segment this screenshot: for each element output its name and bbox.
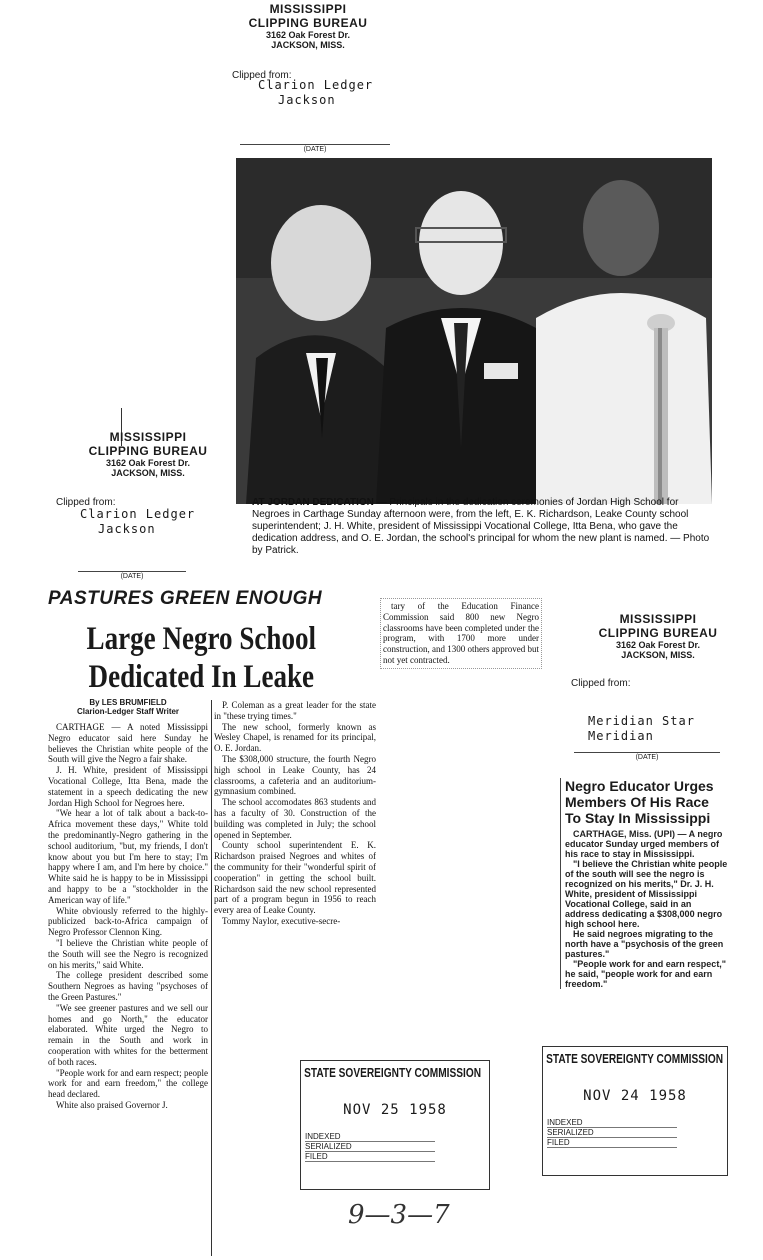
filed-label: FILED (547, 1138, 677, 1148)
caption-lead: AT JORDAN DEDICATION (252, 497, 374, 508)
article-kicker: PASTURES GREEN ENOUGH (48, 588, 323, 609)
commission-title: STATE SOVEREIGNTY COMMISSION (546, 1051, 724, 1066)
byline-title: Clarion-Ledger Staff Writer (76, 707, 180, 716)
clipping-stamp-right (578, 612, 738, 660)
stamp-line3: 3162 Oak Forest Dr. (615, 640, 701, 650)
clipping-stamp-left (68, 430, 228, 478)
stamp-line4: JACKSON, MISS. (111, 468, 185, 478)
commission-rows (301, 1132, 489, 1162)
clipped-paper-name: Meridian Star (588, 714, 695, 728)
upi-body (561, 829, 728, 989)
paragraph: "We hear a lot of talk about a back-to-Africa movement these days," White told the predominantly-Negro gathering in the school auditorium, "but, my friends, I don't know about you but I'm here to stay; I'm happy where I am, and I'm here by choice." White said he is happy to be in Mississippi and happy to be a "stockholder in the American way of life." (48, 808, 208, 905)
paragraph: He said negroes migrating to the north have a "psychosis of the green pastures." (565, 929, 724, 959)
caption-text: — Principals in the dedication ceremonies of Jordan High School for Negroes in Carthage Sunday afternoon were, from the left, E. K. Richardson, Leake County school superintendent; J. H. White, president of Mississippi Vocational College, Itta Bena, who gave the dedication address, and O. E. Jordan, the school's principal for whom the new plant is named. — Photo by Patrick. (252, 497, 710, 556)
paragraph: The $308,000 structure, the fourth Negro high school in Leake County, has 24 classrooms, a cafeteria and an auditorium-gymnasium combined. (214, 753, 376, 797)
article-column-1 (48, 722, 208, 1111)
upi-headline: Negro Educator Urges Members Of His Race To Stay In Mississippi (565, 778, 714, 826)
commission-title: STATE SOVEREIGNTY COMMISSION (304, 1065, 482, 1080)
paragraph: CARTHAGE, Miss. (UPI) — A negro educator Sunday urged members of his race to stay in Mississippi. (565, 829, 723, 859)
date-line: (DATE) (240, 144, 390, 153)
commission-date: NOV 25 1958 (343, 1102, 447, 1118)
serialized-label: SERIALIZED (305, 1142, 435, 1152)
date-line: (DATE) (574, 752, 720, 761)
stamp-line2: CLIPPING BUREAU (88, 444, 208, 458)
dedication-photo (236, 158, 712, 504)
paragraph: "I believe the Christian white people of the South will see the Negro is recognized on his merits," said White. (48, 937, 208, 970)
stamp-line2: CLIPPING BUREAU (248, 16, 368, 30)
paragraph: White obviously referred to the highly-publicized back-to-Africa campaign of Negro Professor Clennon King. (48, 905, 208, 938)
stamp-line1: MISSISSIPPI (619, 612, 697, 626)
stamp-line1: MISSISSIPPI (109, 430, 187, 444)
stamp-line4: JACKSON, MISS. (621, 650, 695, 660)
paragraph: "People work for and earn respect; people work for and earn freedom," the college head declared. (48, 1067, 208, 1100)
paragraph: "We see greener pastures and we sell our homes and go North," the educator elaborated. White urged the Negro to remain in the South and work in cooperation with whites for the betterment of both races. (48, 1002, 208, 1067)
paragraph: White also praised Governor J. (56, 1099, 168, 1110)
paragraph: "People work for and earn respect," he said, "people work for and earn freedom." (565, 959, 727, 989)
stamp-line4: JACKSON, MISS. (271, 40, 345, 50)
clipping-stamp-top (228, 2, 388, 50)
paragraph: CARTHAGE — A noted Mississippi Negro educator said here Sunday he believes the Christian white people of the South will give the Negro a fair shake. (48, 722, 208, 765)
article-column-3 (380, 598, 542, 669)
column-rule (211, 700, 212, 1256)
paragraph: "I believe the Christian white people of the south will see the negro is recognized on his merits," Dr. J. H. White, president of Mississippi Vocational College, said in an address dedicating a $308,000 negro high school here. (565, 859, 728, 929)
stamp-line2: CLIPPING BUREAU (598, 626, 718, 640)
stamp-line3: 3162 Oak Forest Dr. (105, 458, 191, 468)
indexed-label: INDEXED (305, 1132, 435, 1142)
clipped-paper-city: Jackson (98, 522, 156, 536)
commission-stamp-left (300, 1060, 490, 1190)
commission-rows (543, 1118, 727, 1148)
paragraph: P. Coleman as a great leader for the state in "these trying times." (214, 700, 376, 721)
clipped-from-label: Clipped from: (232, 70, 292, 81)
date-line: (DATE) (78, 571, 186, 580)
paragraph: County school superintendent E. K. Richardson praised Negroes and whites of the community for their "wonderful spirit of cooperation" in getting the school built. Richardson said the new school represented part of a program begun in 1956 to reach every area of Leake County. (214, 840, 376, 916)
clipped-paper-city: Meridian (588, 729, 654, 743)
clipped-from-label: Clipped from: (56, 497, 116, 508)
handwritten-note: 9—3—7 (348, 1200, 450, 1230)
indexed-label: INDEXED (547, 1118, 677, 1128)
clipped-paper-name: Clarion Ledger (80, 507, 196, 521)
clipped-paper-city: Jackson (278, 93, 336, 107)
paragraph: The college president described some Southern Negroes as having "psychoses of the Green Pastures." (48, 970, 208, 1002)
stamp-line1: MISSISSIPPI (269, 2, 347, 16)
stamp-line3: 3162 Oak Forest Dr. (265, 30, 351, 40)
photo-illustration (236, 158, 712, 504)
upi-clipping (560, 778, 728, 989)
headline-line2: Dedicated In Leake (88, 659, 315, 695)
paragraph: J. H. White, president of Mississippi Vocational College, Itta Bena, made the statement in a speech dedicating the new Jordan High School for Negroes here. (48, 765, 208, 808)
paragraph: The new school, formerly known as Wesley Chapel, is renamed for its principal, O. E. Jordan. (214, 721, 376, 754)
article-byline (48, 698, 208, 716)
byline-author: By LES BRUMFIELD (89, 698, 167, 707)
article-column-2 (214, 700, 376, 927)
filed-label: FILED (305, 1152, 435, 1162)
clipped-from-label: Clipped from: (571, 678, 631, 689)
paragraph: tary of the Education Finance Commission said 800 new Negro classrooms have been completed under the program, with 1700 more under construction, and 1300 others approved but not yet contracted. (383, 601, 539, 665)
photo-caption (252, 497, 712, 557)
headline-line1: Large Negro School (86, 621, 317, 657)
serialized-label: SERIALIZED (547, 1128, 677, 1138)
paragraph: The school accomodates 863 students and has a faculty of 30. Construction of the building was completed in July; the school opened in September. (214, 797, 376, 840)
clipped-paper-name: Clarion Ledger (258, 78, 374, 92)
commission-date: NOV 24 1958 (583, 1088, 687, 1104)
article-headline (66, 620, 396, 696)
commission-stamp-right (542, 1046, 728, 1176)
paragraph: Tommy Naylor, executive-secre- (222, 915, 341, 926)
